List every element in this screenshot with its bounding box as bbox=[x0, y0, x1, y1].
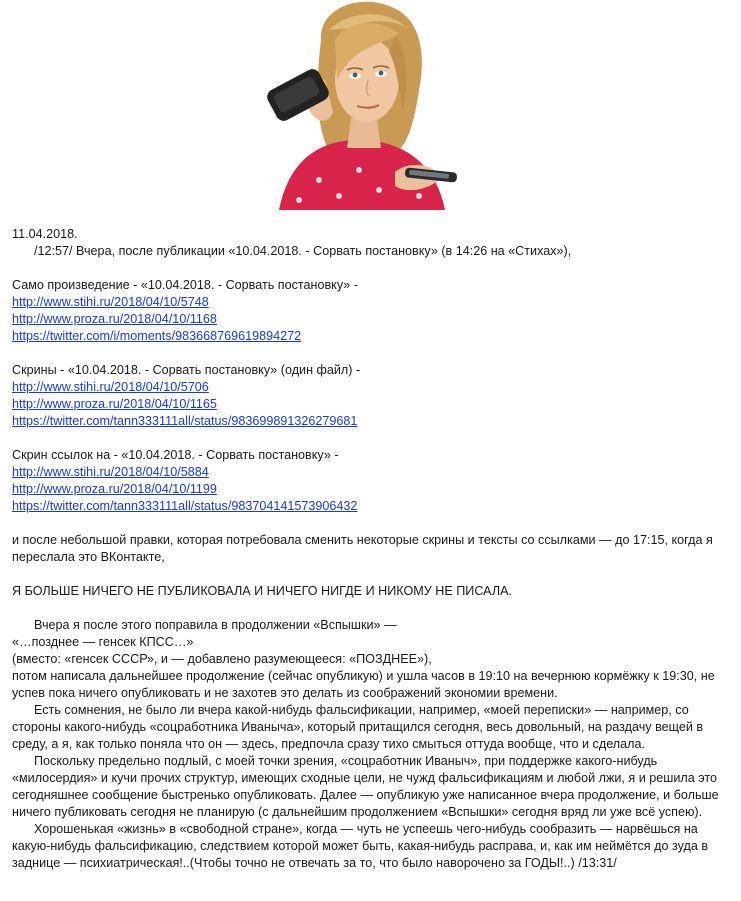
link-stihi-original[interactable]: http://www.stihi.ru/2018/04/10/5748 bbox=[12, 295, 209, 309]
body-line-2: «…позднее — генсек КПСС…» bbox=[12, 635, 194, 649]
section-screens-heading: Скрины - «10.04.2018. - Сорвать постановку» (один файл) - bbox=[12, 363, 361, 377]
link-proza-screens[interactable]: http://www.proza.ru/2018/04/10/1165 bbox=[12, 397, 217, 411]
paragraph-life: Хорошенькая «жизнь» в «свободной стране», когда — чуть не успеешь чего-нибудь сообразить — нарвёшься на какую-нибудь фальсификацию, следствием которой может быть, какая-нибудь расправа, и, как им неймётся до зуда в заднице — психиатрическая!..(Чтобы точно не отвечать за то, что было наворочено за ГОДЫ!..) /13:31/ bbox=[12, 822, 709, 870]
link-twitter-original[interactable]: https://twitter.com/i/moments/983668769619894272 bbox=[12, 329, 302, 343]
section-linkscreen-heading: Скрин ссылок на - «10.04.2018. - Сорвать постановку» - bbox=[12, 448, 339, 462]
body-line-4: потом написала дальнейшее продолжение (сейчас опубликую) и ушла часов в 19:10 на вечернюю кормёжку к 19:30, не успев пока ничего опубликовать и не захотев это делать из соображений экономии времени. bbox=[12, 669, 715, 700]
link-stihi-screens[interactable]: http://www.stihi.ru/2018/04/10/5706 bbox=[12, 380, 209, 394]
document-body bbox=[12, 226, 734, 872]
date-heading: 11.04.2018. bbox=[12, 227, 78, 241]
link-twitter-screens[interactable]: https://twitter.com/tann333111all/status/983699891326279681 bbox=[12, 414, 358, 428]
photo-woman-with-phones bbox=[259, 0, 459, 210]
section-original-heading: Само произведение - «10.04.2018. - Сорвать постановку» - bbox=[12, 278, 358, 292]
after-edit-paragraph: и после небольшой правки, которая потребовала сменить некоторые скрины и тексты со ссылками — до 17:15, когда я переслала это ВКонтакте, bbox=[12, 533, 713, 564]
link-twitter-linkscreen[interactable]: https://twitter.com/tann333111all/status/983704141573906432 bbox=[12, 499, 358, 513]
link-proza-original[interactable]: http://www.proza.ru/2018/04/10/1168 bbox=[12, 312, 217, 326]
link-proza-linkscreen[interactable]: http://www.proza.ru/2018/04/10/1199 bbox=[12, 482, 217, 496]
paragraph-doubt: Есть сомнения, не было ли вчера какой-нибудь фальсификации, например, «моей переписки» — например, со стороны какого-нибудь «соцработника Иваныча», который притащился сегодня, весь довольный, на раздачу вещей в среду, а я, как только поняла что он — здесь, предпочла сразу тихо смыться оттуда вообще, что и сделала. bbox=[12, 703, 704, 751]
body-line-3: (вместо: «генсек СССР», и — добавлено разумеющееся: «ПОЗДНЕЕ»), bbox=[12, 652, 432, 666]
intro-line: /12:57/ Вчера, после публикации «10.04.2018. - Сорвать постановку» (в 14:26 на «Стихах»), bbox=[34, 244, 572, 258]
paragraph-vile: Поскольку предельно подлый, с моей точки зрения, «соцработник Иваныч», при поддержке какого-нибудь «милосердия» и кучи прочих структур, имеющих сходные цели, не чужд фальсификациям и любой лжи, я и решила это сегодняшнее сообщение быстренько опубликовать. Далее — опубликую уже написанное вчера продолжение, и больше ничего публиковать сегодня не планирую (с дальнейшим продолжением «Вспышки» сегодня вряд ли уже всё успею). bbox=[12, 754, 719, 819]
link-stihi-linkscreen[interactable]: http://www.stihi.ru/2018/04/10/5884 bbox=[12, 465, 209, 479]
caps-statement: Я БОЛЬШЕ НИЧЕГО НЕ ПУБЛИКОВАЛА И НИЧЕГО НИГДЕ И НИКОМУ НЕ ПИСАЛА. bbox=[12, 584, 513, 598]
body-line-1: Вчера я после этого поправила в продолжении «Вспышки» — bbox=[34, 618, 397, 632]
